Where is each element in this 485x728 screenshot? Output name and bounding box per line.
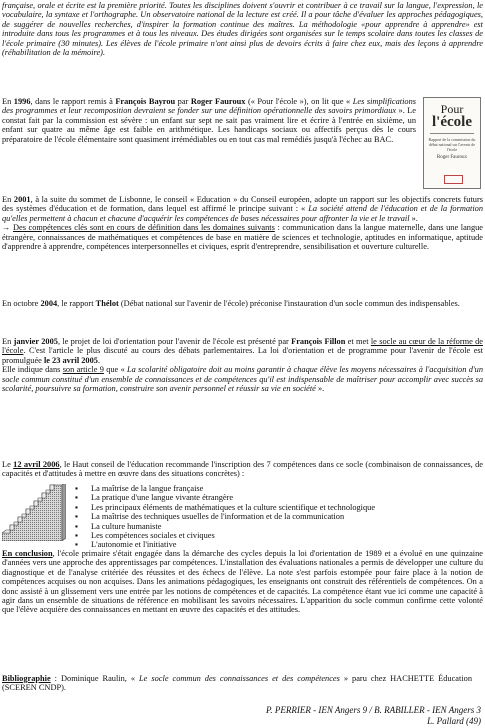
quote-2001: La société attend de l'éducation et de la formation qu'elles permettent à chacun et chacune d'acquérir les compétences de bases nécessaires pour affronter la vie et le travail <box>2 204 484 223</box>
paragraph-conclusion: En conclusion, l'école primaire s'était engagée dans la démarche des cycles depuis la loi d'orientation de 1989 et a évolué en une quinzaine d'années vers une approche des apprentissages par compétences. L'installation des évaluations nationales a permis de développer une culture du diagnostique et de l'analyse critériée des réussites et des échecs de l'élève. La note s'est parfois estompée pour faire place à la notion de compétences acquises ou non acquises. Dans les animations pédagogiques, les enseignants ont construit des référentiels de compétences. On a donc assisté à un glissement vers une entrée par les notions de compétences et de capacités. La compétence étant vue ici comme une capacité à agir dans un ensemble de situations de référence en mobilisant les savoirs nécessaires. L'apparition du socle commun confirme cette volonté que l'élève acquière des connaissances en mettant en œuvre des capacités et des attitudes. <box>2 549 483 615</box>
name-bayrou: François Bayrou <box>115 97 176 106</box>
list-item: ▪ L'autonomie et l'initiative <box>75 540 177 550</box>
name-fauroux: Roger Fauroux <box>190 97 246 106</box>
publisher-logo-icon <box>444 175 463 184</box>
paragraph-2006: Le 12 avril 2006, le Haut conseil de l'éducation recommande l'inscription des 7 compétences dans ce socle (combinaison de connaissances, de capacités et d'attitudes à mettre en œuvre dans des situations concrètes) : <box>2 460 483 479</box>
bullet-icon: ▪ <box>75 540 78 550</box>
skills-list <box>75 484 375 550</box>
bullet-icon: ▪ <box>75 531 78 541</box>
list-item: ▪ La maîtrise des techniques usuelles de l'information et de la communication <box>75 512 345 522</box>
bullet-icon: ▪ <box>75 502 78 512</box>
year-1996: 1996 <box>13 97 31 106</box>
cover-title-line2: l'école <box>432 114 472 130</box>
arrow-icon: → <box>2 223 13 233</box>
name-fillon: François Fillon <box>291 337 346 346</box>
staircase-image <box>2 484 66 541</box>
date-2006: 12 avril 2006 <box>13 460 60 469</box>
quote-article-9: La scolarité obligatoire doit au moins garantir à chaque élève les moyens nécessaires à l'acquisition d'un socle commun constitué d'un ensemble de connaissances et de compétences qu'il est indispensable de maîtriser pour accomplir avec succès sa scolarité, poursuivre sa formation, construire son avenir personnel et réussir sa vie en société <box>2 365 483 394</box>
date-2005: le 23 avril 2005 <box>43 355 98 365</box>
year-2001: 2001 <box>13 195 31 204</box>
intro-paragraph: française, orale et écrite est la première priorité. Toutes les disciplines doivent s'ouvrir et contribuer à ce travail sur la langue, l'expression, le vocabulaire, la syntaxe et l'orthographe. Un observatoire national de la lecture est créé. Il a pour tâche d'évaluer les approches pédagogiques, de suggérer de nouvelles recherches, d'inspirer la formation continue des maîtres. La méthodologie «pour apprendre à apprendre» est introduite dans tous les programmes et à tous les niveaux. Des études dirigées sont organisées sur le temps scolaire dans toutes les classes de l'école primaire (30 minutes). Les élèves de l'école primaire n'ont ainsi plus de devoirs écrits à faire chez eux, mais des leçons à apprendre (réhabilitation de la mémoire). <box>2 1 483 58</box>
bullet-icon: ▪ <box>75 512 78 522</box>
list-item: ▪ Les principaux éléments de mathématiques et la culture scientifique et technologique <box>75 502 376 512</box>
year-2004: 2004 <box>40 299 58 308</box>
cover-subtitle: Rapport de la commission du débat national sur l'avenir de l'école <box>428 137 476 152</box>
name-thelot: Thélot <box>95 299 119 308</box>
list-item: ▪ La pratique d'une langue vivante étrangère <box>75 493 234 503</box>
footer-authors: P. PERRIER - IEN Angers 9 / B. RABILLER - IEN Angers 3 <box>266 705 481 715</box>
page-footer <box>266 705 481 726</box>
conclusion-label: En conclusion <box>2 549 53 558</box>
book-cover-image <box>423 97 481 189</box>
paragraph-2005: En janvier 2005, le projet de loi d'orientation pour l'avenir de l'école est présenté par François Fillon et met le socle au cœur de la réforme de l'école. C'est l'article le plus discuté au cours des débats parlementaires. La loi d'orientation et de programme pour l'avenir de l'école est promulguée le 23 avril 2005. Elle indique dans son article 9 que « La scolarité obligatoire doit au moins garantir à chaque élève les moyens nécessaires à l'acquisition d'un socle commun constitué d'un ensemble de connaissances et de compétences qu'il est indispensable de maîtriser pour accomplir avec succès sa scolarité, poursuivre sa formation, construire son avenir personnel et réussir sa vie en société ». <box>2 337 483 394</box>
list-item: ▪ Les compétences sociales et civiques <box>75 531 215 541</box>
paragraph-2004: En octobre 2004, le rapport Thélot (Débat national sur l'avenir de l'école) préconise l'instauration d'un socle commun des indispensables. <box>2 299 460 308</box>
cover-author: Roger Fauroux <box>436 155 468 160</box>
book-title: Le socle commun des connaissances et des compétences <box>139 674 340 683</box>
list-item: ▪ La maîtrise de la langue française <box>75 484 204 493</box>
bullet-icon: ▪ <box>75 521 78 531</box>
paragraph-1996: En 1996, dans le rapport remis à François Bayrou par Roger Fauroux (« Pour l'école »), on lit que « Les simplifications des programmes et leur recomposition devraient se fonder sur une définition opérationnelle des savoirs primordiaux ». Le constat fait par la commission est sévère : un enfant sur sept ne sait pas vraiment lire et écrire à l'entrée en sixième, un enfant sur quatre au même âge est faible en arithmétique. Les handicaps sociaux ou affectifs perçus dès le cours préparatoire de l'école élémentaire sont quasiment irrémédiables ou en tout cas mal remédiés jusqu'à l'échec au BAC. <box>2 97 417 144</box>
bullet-icon: ▪ <box>75 493 78 503</box>
quote-1996: Les simplifications des programmes et leur recomposition devraient se fonder sur une définition opérationnelle des savoirs primordiaux <box>2 97 416 116</box>
bibliography-label: Bibliographie <box>2 674 51 683</box>
paragraph-2001: En 2001, à la suite du sommet de Lisbonne, le conseil « Education » du Conseil européen, adopte un rapport sur les objectifs concrets futurs des systèmes d'éducation et de formation, dans lequel est affirmé le principe suivant : « La société attend de l'éducation et de la formation qu'elles permettent à chacun et chacune d'acquérir les compétences de bases nécessaires pour affronter la vie et le travail ». → Des compétences clés sont en cours de définition dans les domaines suivants : communication dans la langue maternelle, dans une langue étrangère, connaissances de mathématiques et compétences de base en matière de sciences et technologie, aptitudes en informatique, aptitude d'apprendre à apprendre, compétences interpersonnelles et civiques, esprit d'entreprendre, sensibilisation et ouverture culturelle. <box>2 195 484 252</box>
bullet-icon: ▪ <box>75 484 78 493</box>
footer-page-ref: L. Pallard (49) <box>427 715 481 726</box>
cover-title-line1: Pour <box>440 102 464 116</box>
bibliography: Bibliographie : Dominique Raulin, « Le socle commun des connaissances et des compétences » paru chez HACHETTE Éducation (SCEREN CNDP). <box>2 674 472 693</box>
list-item: ▪ La culture humaniste <box>75 521 162 531</box>
year-2005: janvier 2005 <box>13 337 58 346</box>
